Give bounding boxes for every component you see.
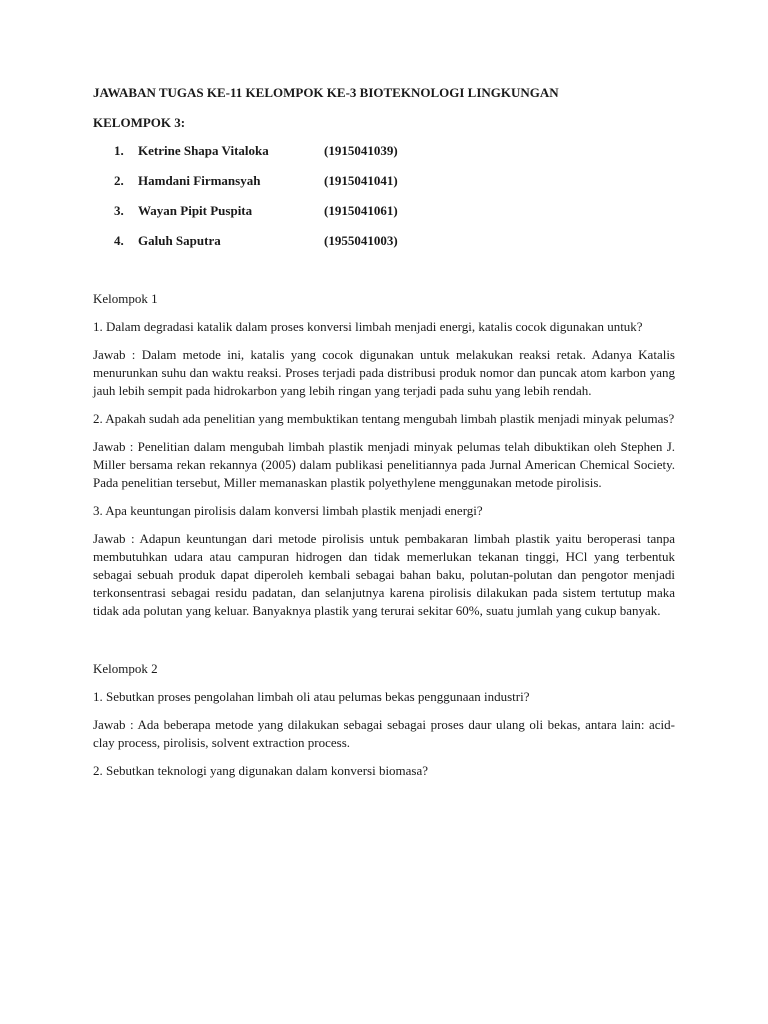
section-kelompok-2 bbox=[93, 660, 675, 780]
member-id: (1915041061) bbox=[324, 203, 398, 218]
member-number: 3. bbox=[114, 203, 124, 218]
section-kelompok-1 bbox=[93, 290, 675, 620]
answer-paragraph: Jawab : Dalam metode ini, katalis yang cocok digunakan untuk melakukan reaksi retak. Adanya Katalis menurunkan suhu dan waktu reaksi. Proses terjadi pada distribusi produk nomor dan puncak atom karbon yang jauh lebih sempit pada hidrokarbon yang lebih ringan yang terjadi pada suhu yang lebih rendah. bbox=[93, 347, 675, 398]
section-title: Kelompok 2 bbox=[93, 661, 158, 676]
member-item bbox=[93, 202, 675, 220]
member-id: (1915041039) bbox=[324, 143, 398, 158]
member-number: 2. bbox=[114, 173, 124, 188]
member-name: Wayan Pipit Puspita bbox=[138, 203, 253, 218]
member-number: 4. bbox=[114, 233, 124, 248]
question-paragraph: 2. Apakah sudah ada penelitian yang membuktikan tentang mengubah limbah plastik menjadi minyak pelumas? bbox=[93, 411, 675, 426]
document-page bbox=[93, 84, 675, 790]
question-paragraph: 1. Dalam degradasi katalik dalam proses konversi limbah menjadi energi, katalis cocok digunakan untuk? bbox=[93, 319, 643, 334]
question-paragraph: 3. Apa keuntungan pirolisis dalam konversi limbah plastik menjadi energi? bbox=[93, 503, 483, 518]
member-number: 1. bbox=[114, 143, 124, 158]
member-item bbox=[93, 172, 675, 190]
member-item bbox=[93, 142, 675, 160]
member-id: (1955041003) bbox=[324, 233, 398, 248]
answer-paragraph: Jawab : Ada beberapa metode yang dilakukan sebagai sebagai proses daur ulang oli bekas, antara lain: acid- clay process, pirolisis, solvent extraction process. bbox=[93, 717, 675, 750]
member-name: Hamdani Firmansyah bbox=[138, 173, 261, 188]
section-title: Kelompok 1 bbox=[93, 291, 158, 306]
member-id: (1915041041) bbox=[324, 173, 398, 188]
question-paragraph: 2. Sebutkan teknologi yang digunakan dalam konversi biomasa? bbox=[93, 763, 429, 778]
section-spacer bbox=[93, 630, 675, 660]
answer-paragraph: Jawab : Penelitian dalam mengubah limbah plastik menjadi minyak pelumas telah dibuktikan oleh Stephen J. Miller bersama rekan rekannya (2005) dalam publikasi penelitiannya pada Jurnal American Chemical Society. Pada penelitian tersebut, Miller memanaskan plastik polyethylene menggunakan metode pirolisis. bbox=[93, 439, 675, 490]
group-label: KELOMPOK 3: bbox=[93, 115, 186, 130]
member-name: Galuh Saputra bbox=[138, 233, 221, 248]
member-name: Ketrine Shapa Vitaloka bbox=[138, 143, 269, 158]
member-list bbox=[93, 142, 675, 250]
member-item bbox=[93, 232, 675, 250]
question-paragraph: 1. Sebutkan proses pengolahan limbah oli atau pelumas bekas penggunaan industri? bbox=[93, 689, 530, 704]
answer-paragraph: Jawab : Adapun keuntungan dari metode pirolisis untuk pembakaran limbah plastik yaitu beroperasi tanpa membutuhkan udara atau campuran hidrogen dan tidak memerlukan tekanan tinggi, HCl yang terbentuk sebagai sebuah produk dapat diperoleh kembali sebagai bahan baku, polutan-polutan dan pengotor menjadi terkonsentrasi sebagai residu padatan, dan selanjutnya karena pirolisis dilakukan pada sistem tertutup maka tidak ada polutan yang keluar. Banyaknya plastik yang terurai sekitar 60%, suatu jumlah yang cukup banyak. bbox=[93, 531, 675, 618]
document-heading: JAWABAN TUGAS KE-11 KELOMPOK KE-3 BIOTEKNOLOGI LINGKUNGAN bbox=[93, 85, 559, 100]
